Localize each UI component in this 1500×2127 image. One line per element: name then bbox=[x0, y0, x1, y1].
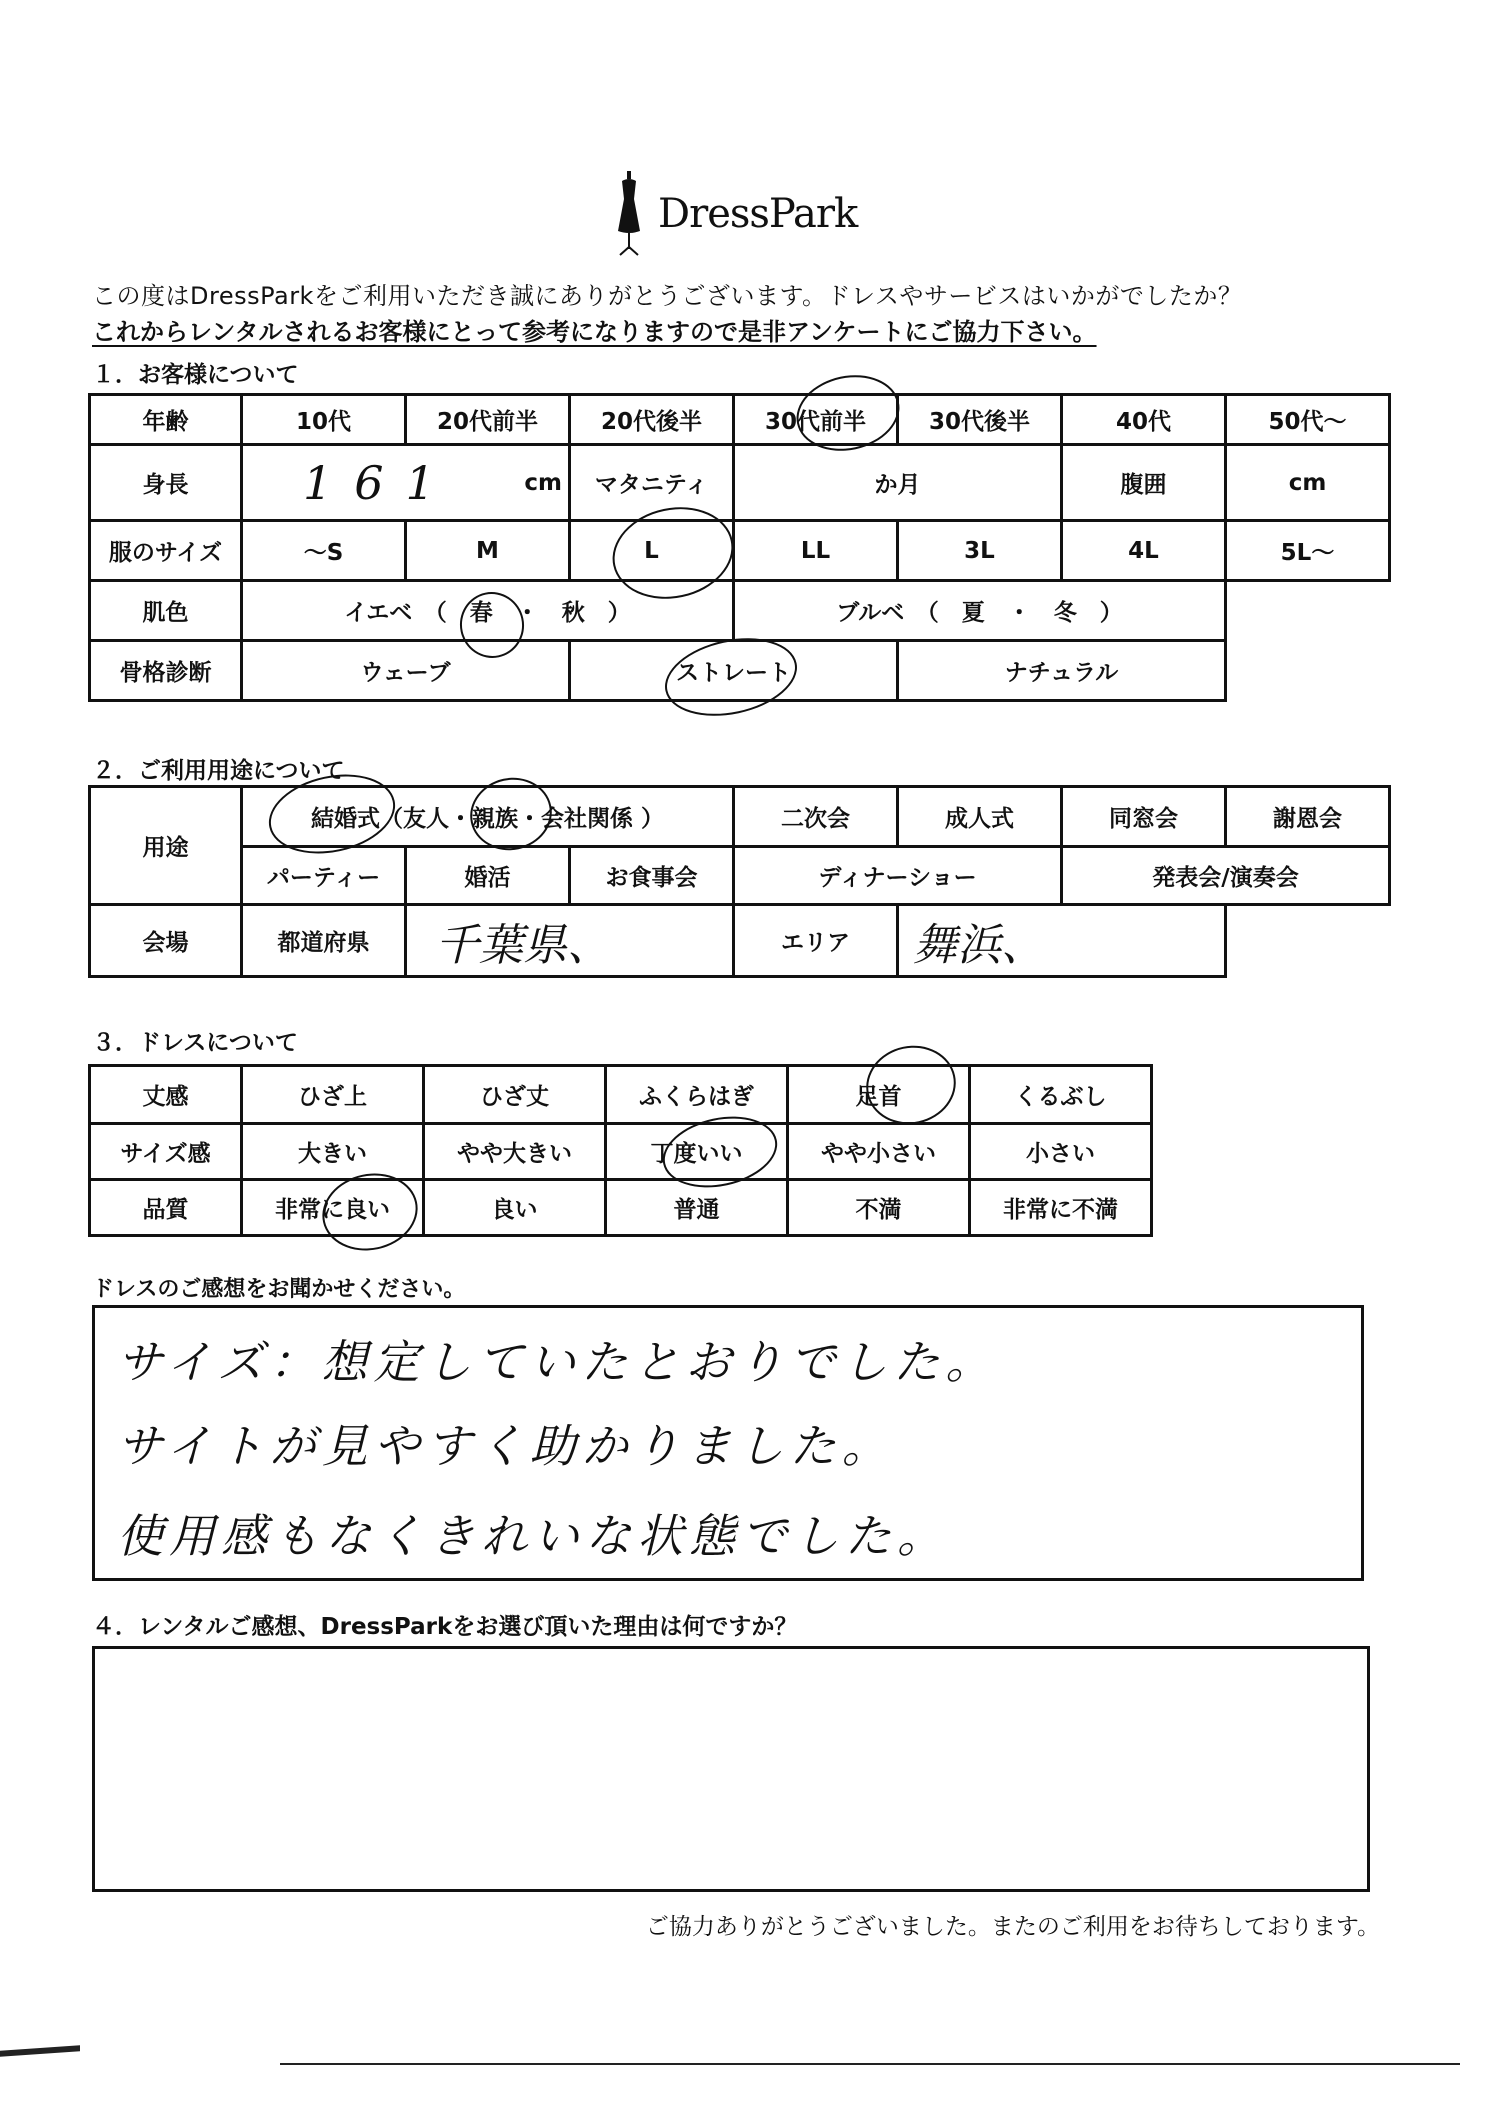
size-option[interactable]: M bbox=[406, 521, 570, 581]
frame-option-selected[interactable]: ストレート bbox=[570, 641, 898, 701]
height-value: 161 bbox=[303, 455, 457, 510]
length-option[interactable]: くるぶし bbox=[970, 1066, 1152, 1124]
fit-option[interactable]: やや大きい bbox=[424, 1124, 606, 1180]
dress-mannequin-icon bbox=[612, 169, 646, 259]
fit-label: サイズ感 bbox=[90, 1124, 242, 1180]
fit-option[interactable]: やや小さい bbox=[788, 1124, 970, 1180]
size-option-selected[interactable]: L bbox=[570, 521, 734, 581]
section-3-title: ３．ドレスについて bbox=[92, 1030, 298, 1056]
reason-answer-box[interactable] bbox=[92, 1646, 1370, 1892]
purpose-option[interactable]: 同窓会 bbox=[1062, 787, 1226, 847]
age-option[interactable]: 30代後半 bbox=[898, 395, 1062, 445]
purpose-option[interactable]: 二次会 bbox=[734, 787, 898, 847]
quality-option[interactable]: 不満 bbox=[788, 1180, 970, 1236]
area-label: エリア bbox=[734, 905, 898, 977]
quality-option[interactable]: 普通 bbox=[606, 1180, 788, 1236]
empty-cell bbox=[1226, 641, 1390, 701]
height-label: 身長 bbox=[90, 445, 242, 521]
fit-row bbox=[90, 1124, 1152, 1180]
brand-logo bbox=[612, 168, 857, 260]
section-4-title: ４．レンタルご感想、DressParkをお選び頂いた理由は何ですか？ bbox=[92, 1614, 798, 1640]
prefecture-value: 千葉県、 bbox=[435, 919, 611, 971]
months-unit: か月 bbox=[874, 472, 921, 498]
frame-row bbox=[90, 641, 1390, 701]
purpose-option[interactable]: ディナーショー bbox=[734, 847, 1062, 905]
intro-line-2: これからレンタルされるお客様にとって参考になりますので是非アンケートにご協力下さい。 bbox=[92, 318, 1097, 346]
purpose-row-2 bbox=[90, 847, 1390, 905]
purpose-row-1 bbox=[90, 787, 1390, 847]
purpose-option[interactable]: パーティー bbox=[242, 847, 406, 905]
length-row bbox=[90, 1066, 1152, 1124]
age-option[interactable]: 40代 bbox=[1062, 395, 1226, 445]
age-option-selected[interactable]: 30代前半 bbox=[734, 395, 898, 445]
area-field[interactable] bbox=[898, 905, 1226, 977]
purpose-option-selected[interactable]: 結婚式（友人・親族・会社関係 ） bbox=[242, 787, 734, 847]
length-option[interactable]: ひざ丈 bbox=[424, 1066, 606, 1124]
age-row bbox=[90, 395, 1390, 445]
quality-option[interactable]: 非常に不満 bbox=[970, 1180, 1152, 1236]
skin-row bbox=[90, 581, 1390, 641]
scan-mark bbox=[0, 2045, 80, 2057]
frame-option[interactable]: ウェーブ bbox=[242, 641, 570, 701]
purpose-option[interactable]: 成人式 bbox=[898, 787, 1062, 847]
frame-label: 骨格診断 bbox=[90, 641, 242, 701]
quality-option-selected[interactable]: 非常に良い bbox=[242, 1180, 424, 1236]
usage-table bbox=[88, 785, 1391, 978]
age-option[interactable]: 50代～ bbox=[1226, 395, 1390, 445]
empty-cell bbox=[1226, 581, 1390, 641]
maternity-label: マタニティ bbox=[570, 445, 734, 521]
intro-line-1: この度はDressParkをご利用いただき誠にありがとうございます。ドレスやサービスはいかがでしたか？ bbox=[92, 282, 1243, 310]
fit-option-selected[interactable]: 丁度いい bbox=[606, 1124, 788, 1180]
length-label: 丈感 bbox=[90, 1066, 242, 1124]
age-option[interactable]: 10代 bbox=[242, 395, 406, 445]
length-option-selected[interactable]: 足首 bbox=[788, 1066, 970, 1124]
maternity-months-field[interactable] bbox=[734, 445, 1062, 521]
belly-label: 腹囲 bbox=[1062, 445, 1226, 521]
skin-label: 肌色 bbox=[90, 581, 242, 641]
fit-option[interactable]: 小さい bbox=[970, 1124, 1152, 1180]
size-option[interactable]: 3L bbox=[898, 521, 1062, 581]
comments-box[interactable] bbox=[92, 1305, 1364, 1581]
purpose-option[interactable]: 発表会/演奏会 bbox=[1062, 847, 1390, 905]
purpose-option[interactable]: お食事会 bbox=[570, 847, 734, 905]
comment-line: サイズ：想定していたとおりでした。 bbox=[117, 1335, 998, 1389]
length-option[interactable]: ふくらはぎ bbox=[606, 1066, 788, 1124]
quality-row bbox=[90, 1180, 1152, 1236]
age-option[interactable]: 20代後半 bbox=[570, 395, 734, 445]
fit-option[interactable]: 大きい bbox=[242, 1124, 424, 1180]
size-option[interactable]: LL bbox=[734, 521, 898, 581]
size-row bbox=[90, 521, 1390, 581]
quality-option[interactable]: 良い bbox=[424, 1180, 606, 1236]
height-field[interactable] bbox=[242, 445, 570, 521]
purpose-option[interactable]: 婚活 bbox=[406, 847, 570, 905]
quality-label: 品質 bbox=[90, 1180, 242, 1236]
comment-line: 使用感もなくきれいな状態でした。 bbox=[117, 1509, 949, 1563]
brand-name: DressPark bbox=[658, 191, 858, 237]
size-option[interactable]: 5L～ bbox=[1226, 521, 1390, 581]
belly-unit: cm bbox=[1288, 469, 1327, 496]
area-value: 舞浜、 bbox=[913, 919, 1045, 971]
comment-line: サイトが見やすく助かりました。 bbox=[117, 1419, 894, 1473]
prefecture-field[interactable] bbox=[406, 905, 734, 977]
height-unit: cm bbox=[524, 469, 562, 496]
divider bbox=[280, 2063, 1460, 2065]
customer-info-table bbox=[88, 393, 1391, 702]
yellow-base-option[interactable]: イエベ （ 春 ・ 秋 ） bbox=[242, 581, 734, 641]
comments-label: ドレスのご感想をお聞かせください。 bbox=[92, 1277, 466, 1302]
size-option[interactable]: ～S bbox=[242, 521, 406, 581]
blue-base-option[interactable]: ブルベ （ 夏 ・ 冬 ） bbox=[734, 581, 1226, 641]
length-option[interactable]: ひざ上 bbox=[242, 1066, 424, 1124]
size-option[interactable]: 4L bbox=[1062, 521, 1226, 581]
age-option[interactable]: 20代前半 bbox=[406, 395, 570, 445]
empty-cell bbox=[1226, 905, 1390, 977]
section-2-title: ２．ご利用用途について bbox=[92, 758, 345, 784]
purpose-option[interactable]: 謝恩会 bbox=[1226, 787, 1390, 847]
section-1-title: １．お客様について bbox=[92, 362, 299, 388]
dress-table bbox=[88, 1064, 1153, 1237]
venue-label: 会場 bbox=[90, 905, 242, 977]
height-row bbox=[90, 445, 1390, 521]
age-label: 年齢 bbox=[90, 395, 242, 445]
venue-row bbox=[90, 905, 1390, 977]
purpose-label: 用途 bbox=[90, 787, 242, 905]
size-label: 服のサイズ bbox=[90, 521, 242, 581]
belly-field[interactable] bbox=[1226, 445, 1390, 521]
prefecture-label: 都道府県 bbox=[242, 905, 406, 977]
thanks-message: ご協力ありがとうございました。またのご利用をお待ちしております。 bbox=[645, 1914, 1380, 1940]
frame-option[interactable]: ナチュラル bbox=[898, 641, 1226, 701]
